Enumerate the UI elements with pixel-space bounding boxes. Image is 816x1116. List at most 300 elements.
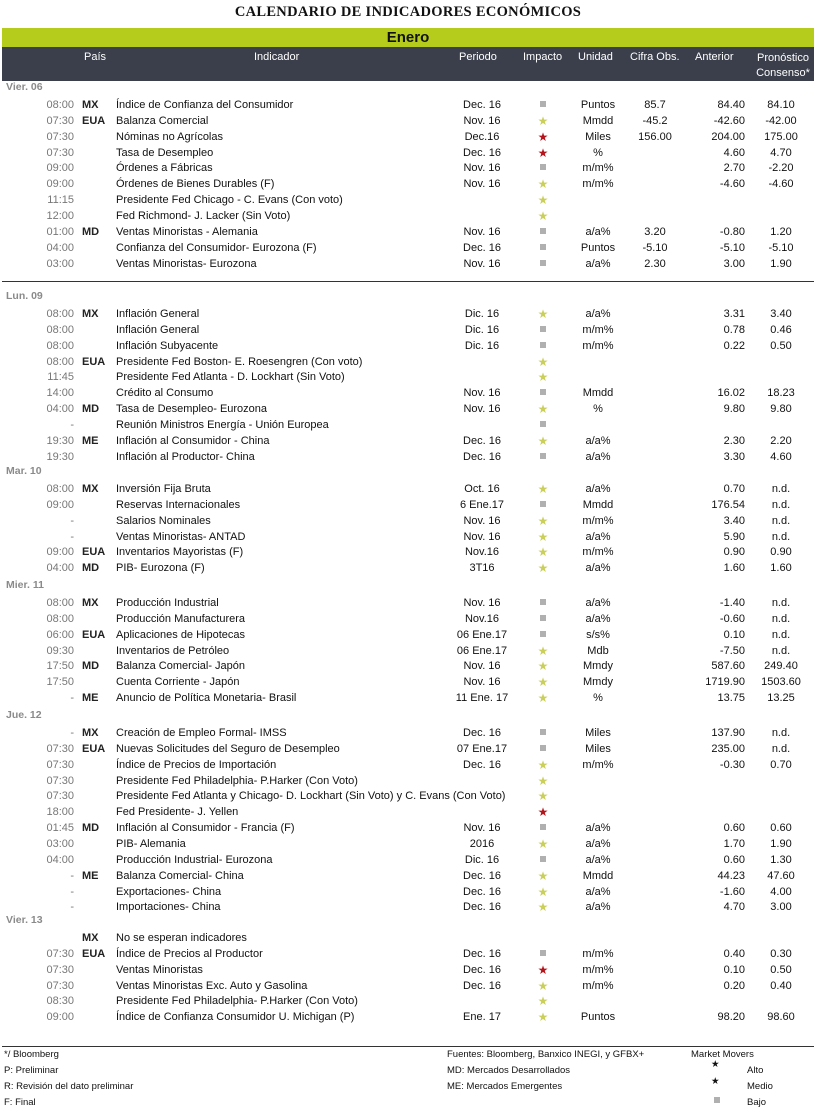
table-row: [2, 256, 814, 272]
day-label: Lun. 09: [6, 290, 43, 302]
row-time: 09:00: [46, 178, 74, 191]
row-indicator: Ventas Minoristas Exc. Auto y Gasolina: [116, 979, 308, 992]
row-forecast: -4.60: [768, 178, 794, 191]
legend-md: MD: Mercados Desarrollados: [447, 1065, 571, 1076]
row-previous: 1.70: [723, 837, 745, 850]
row-time: 08:30: [46, 995, 74, 1008]
day-label: Mier. 11: [6, 579, 44, 591]
row-time: 07:30: [46, 146, 74, 159]
row-country: MD: [82, 403, 100, 416]
row-time: 08:00: [46, 612, 74, 625]
star-medium-icon: ★: [537, 482, 549, 496]
row-forecast: n.d.: [771, 727, 791, 739]
star-medium-icon: ★: [537, 307, 549, 321]
table-row: [2, 773, 814, 789]
row-forecast: 0.40: [770, 979, 792, 992]
row-indicator: Inflación al Consumidor - China: [116, 434, 270, 447]
row-period: 11 Ene. 17: [455, 692, 509, 705]
row-time: 11:15: [47, 194, 74, 207]
star-medium-icon: ★: [537, 978, 549, 993]
table-row: [2, 788, 814, 804]
row-unit: %: [593, 146, 603, 159]
row-previous: -1.40: [719, 597, 745, 609]
row-indicator: Órdenes a Fábricas: [116, 162, 213, 175]
row-unit: Miles: [585, 727, 611, 739]
row-time: 07:30: [46, 963, 74, 976]
row-forecast: 4.00: [770, 885, 792, 898]
row-indicator: Fed Richmond- J. Lacker (Sin Voto): [116, 209, 291, 222]
table-row: [2, 946, 814, 962]
row-time: 04:00: [46, 853, 74, 866]
row-time: 19:30: [46, 450, 74, 463]
table-row: [2, 497, 814, 513]
star-medium-icon: ★: [537, 900, 549, 915]
row-previous: 3.31: [723, 308, 745, 320]
row-country: EUA: [82, 628, 106, 641]
star-medium-icon: ★: [537, 113, 549, 128]
row-unit: a/a%: [585, 822, 611, 835]
table-row: [2, 322, 814, 338]
row-previous: 2.70: [723, 162, 745, 175]
row-indicator: Inflación General: [116, 323, 200, 336]
row-previous: 1.60: [723, 562, 745, 575]
table-row: [2, 725, 814, 741]
row-time: 12:00: [46, 209, 74, 222]
star-medium-icon: ★: [537, 757, 549, 772]
row-previous: 235.00: [711, 742, 745, 755]
table-row: [2, 369, 814, 385]
row-forecast: 3.00: [770, 901, 792, 914]
row-period: Nov. 16: [463, 257, 501, 270]
row-previous: -0.30: [719, 758, 745, 771]
row-period: Dec. 16: [463, 963, 501, 976]
row-country: MX: [82, 308, 99, 320]
row-country: MD: [82, 225, 100, 238]
row-forecast: 1503.60: [761, 676, 801, 689]
row-forecast: 0.70: [770, 758, 792, 771]
row-country: ME: [82, 869, 99, 882]
legend-bajo: Bajo: [747, 1097, 767, 1108]
row-previous: 587.60: [711, 660, 745, 673]
row-time: 08:00: [46, 99, 74, 111]
row-previous: 0.70: [723, 483, 745, 495]
note-final: F: Final: [4, 1097, 36, 1108]
row-period: Dic. 16: [464, 308, 500, 320]
table-row: [2, 978, 814, 994]
row-previous: -7.50: [719, 644, 745, 657]
row-previous: 4.60: [723, 146, 745, 159]
row-time: 11:45: [47, 371, 74, 384]
row-unit: a/a%: [585, 257, 611, 270]
row-forecast: 9.80: [770, 403, 792, 416]
row-period: Dec. 16: [463, 241, 501, 254]
table-row: [2, 993, 814, 1009]
row-previous: 0.20: [723, 979, 745, 992]
table-row: [2, 306, 814, 322]
table-row: [2, 741, 814, 757]
row-unit: Mmdy: [583, 660, 613, 673]
table-row: [2, 962, 814, 978]
header-cifra: Cifra Obs.: [630, 51, 680, 63]
row-indicator: Inflación al Consumidor - Francia (F): [116, 822, 295, 835]
row-period: Nov. 16: [463, 660, 501, 673]
row-forecast: -5.10: [768, 241, 794, 254]
row-unit: Mmdd: [582, 498, 614, 511]
row-period: Nov. 16: [463, 162, 501, 175]
table-row: [2, 145, 814, 161]
row-unit: m/m%: [582, 514, 614, 527]
row-period: Nov. 16: [463, 403, 501, 416]
row-country: MX: [82, 932, 99, 944]
row-period: 2016: [469, 837, 495, 850]
row-previous: -1.60: [719, 885, 745, 898]
header-impacto: Impacto: [523, 51, 563, 63]
row-time: -: [70, 885, 74, 898]
row-unit: a/a%: [585, 901, 611, 914]
table-row: [2, 433, 814, 449]
row-time: 04:00: [46, 562, 74, 575]
header-anterior: Anterior: [695, 51, 734, 63]
row-forecast: 84.10: [767, 99, 795, 111]
row-previous: 137.90: [711, 727, 745, 739]
row-time: 06:00: [46, 628, 74, 641]
row-indicator: Producción Industrial- Eurozona: [116, 853, 273, 866]
row-indicator: Anuncio de Política Monetaria- Brasil: [116, 692, 297, 705]
row-forecast: 0.46: [770, 323, 792, 336]
row-period: Dec. 16: [463, 758, 501, 771]
table-row: [2, 595, 814, 611]
note-preliminar: P: Preliminar: [4, 1065, 59, 1076]
star-medium-icon: ★: [537, 1010, 549, 1025]
star-medium-icon: ★: [537, 868, 549, 883]
row-previous: 16.02: [717, 387, 745, 400]
row-period: Oct. 16: [464, 483, 500, 495]
table-row: [2, 417, 814, 433]
row-previous: 0.10: [723, 963, 745, 976]
row-forecast: 0.30: [770, 947, 792, 960]
note-revision: R: Revisión del dato preliminar: [4, 1081, 134, 1092]
table-row: [2, 338, 814, 354]
square-low-icon: [530, 385, 556, 401]
star-high-icon: ★: [537, 145, 549, 160]
row-time: -: [70, 418, 74, 431]
square-low-icon: [530, 627, 556, 643]
row-unit: m/m%: [582, 947, 614, 960]
square-low-icon: [530, 497, 556, 513]
row-indicator: Crédito al Consumo: [116, 387, 214, 400]
day-separator: [2, 281, 814, 282]
header-periodo: Periodo: [459, 51, 497, 63]
row-indicator: Tasa de Desempleo: [116, 146, 214, 159]
row-indicator: Presidente Fed Chicago - C. Evans (Con voto): [116, 194, 343, 207]
sources: Fuentes: Bloomberg, Banxico INEGI, y GFBX+: [447, 1049, 645, 1060]
square-low-icon: [530, 741, 556, 757]
header-indicador: Indicador: [254, 51, 300, 63]
row-forecast: n.d.: [771, 483, 791, 495]
row-indicator: Presidente Fed Atlanta y Chicago- D. Lockhart (Sin Voto) y C. Evans (Con Voto): [116, 790, 506, 803]
page-title: CALENDARIO DE INDICADORES ECONÓMICOS: [234, 4, 582, 20]
table-row: [2, 129, 814, 145]
row-country: EUA: [82, 114, 106, 127]
row-time: 07:30: [46, 130, 74, 143]
table-row: [2, 930, 814, 946]
row-indicator: Índice de Precios de Importación: [116, 758, 277, 771]
square-low-icon: [530, 322, 556, 338]
row-unit: m/m%: [582, 979, 614, 992]
row-previous: 0.22: [723, 339, 745, 352]
row-time: -: [70, 692, 74, 705]
table-row: [2, 513, 814, 529]
row-unit: a/a%: [585, 837, 611, 850]
row-time: 07:30: [46, 742, 74, 755]
table-row: [2, 449, 814, 465]
table-row: [2, 240, 814, 256]
row-unit: a/a%: [585, 612, 611, 625]
table-row: [2, 674, 814, 690]
row-unit: s/s%: [586, 628, 610, 641]
square-low-icon: [530, 946, 556, 962]
row-unit: m/m%: [582, 339, 614, 352]
table-row: [2, 560, 814, 576]
footer-divider: [2, 1046, 814, 1047]
row-time: 18:00: [46, 806, 74, 819]
row-unit: Mmdy: [583, 676, 613, 689]
row-time: 17:50: [46, 676, 74, 689]
square-low-icon: [530, 725, 556, 741]
row-time: 08:00: [46, 355, 74, 368]
square-low-icon: [714, 1096, 720, 1107]
legend-medio: Medio: [747, 1081, 773, 1092]
row-time: 08:00: [46, 339, 74, 352]
star-medium-icon: ★: [537, 773, 549, 788]
row-forecast: 4.60: [770, 450, 792, 463]
row-indicator: Presidente Fed Philadelphia- P.Harker (Con Voto): [116, 774, 358, 787]
legend-alto: Alto: [747, 1065, 764, 1076]
row-forecast: 3.40: [770, 308, 792, 320]
star-medium-icon: ★: [537, 529, 549, 544]
row-previous: 44.23: [717, 869, 745, 882]
table-row: [2, 836, 814, 852]
row-unit: m/m%: [582, 963, 614, 976]
star-medium-icon: ★: [537, 354, 549, 369]
row-time: -: [70, 901, 74, 914]
row-observed: -45.2: [642, 114, 668, 127]
star-medium-icon: ★: [711, 1076, 720, 1087]
market-movers-label: Market Movers: [691, 1049, 754, 1060]
row-country: EUA: [82, 947, 106, 960]
square-low-icon: [530, 256, 556, 272]
star-medium-icon: ★: [537, 561, 549, 576]
table-row: [2, 868, 814, 884]
table-row: [2, 611, 814, 627]
row-observed: 3.20: [644, 225, 666, 238]
row-period: Dec. 16: [463, 869, 501, 882]
row-unit: a/a%: [585, 225, 611, 238]
row-indicator: Presidente Fed Atlanta - D. Lockhart (Sin Voto): [116, 371, 345, 384]
row-time: -: [70, 530, 74, 543]
row-time: 04:00: [46, 403, 74, 416]
row-indicator: Ventas Minoristas: [116, 963, 203, 976]
star-medium-icon: ★: [537, 643, 549, 658]
row-period: Nov. 16: [463, 530, 501, 543]
row-indicator: Presidente Fed Boston- E. Roesengren (Con voto): [116, 355, 363, 368]
row-period: Ene. 17: [463, 1011, 501, 1024]
row-unit: Miles: [585, 742, 611, 755]
table-row: [2, 804, 814, 820]
row-previous: 0.40: [723, 947, 745, 960]
row-indicator: Reunión Ministros Energía - Unión Europea: [116, 418, 329, 431]
row-period: Nov. 16: [463, 178, 501, 191]
row-time: -: [70, 869, 74, 882]
row-period: Nov. 16: [463, 514, 501, 527]
row-time: 09:00: [46, 1011, 74, 1024]
header-pronostico: [750, 51, 816, 81]
row-previous: 0.60: [723, 853, 745, 866]
row-forecast: 1.20: [770, 225, 792, 238]
star-high-icon: ★: [537, 129, 549, 144]
row-unit: a/a%: [585, 308, 611, 320]
header-pais: País: [84, 51, 107, 63]
row-forecast: 175.00: [764, 130, 798, 143]
row-period: Dec. 16: [463, 434, 501, 447]
row-time: 07:30: [46, 790, 74, 803]
row-country: MD: [82, 822, 100, 835]
row-forecast: 249.40: [764, 660, 798, 673]
row-indicator: Tasa de Desempleo- Eurozona: [116, 403, 268, 416]
table-row: [2, 757, 814, 773]
table-row: [2, 544, 814, 560]
row-time: 08:00: [46, 483, 74, 495]
row-indicator: Salarios Nominales: [116, 514, 211, 527]
header-pronostico-1: Pronóstico: [757, 52, 809, 64]
square-low-icon: [530, 338, 556, 354]
row-previous: 0.10: [723, 628, 745, 641]
row-indicator: Aplicaciones de Hipotecas: [116, 628, 246, 641]
row-period: Nov. 16: [463, 597, 501, 609]
star-medium-icon: ★: [537, 545, 549, 560]
square-low-icon: [530, 449, 556, 465]
row-indicator: Ventas Minoristas - Alemania: [116, 225, 258, 238]
table-row: [2, 192, 814, 208]
row-country: EUA: [82, 742, 106, 755]
row-previous: 3.30: [723, 450, 745, 463]
square-low-icon: [530, 240, 556, 256]
square-low-icon: [530, 611, 556, 627]
star-high-icon: ★: [711, 1059, 720, 1070]
star-medium-icon: ★: [537, 675, 549, 690]
table-row: [2, 852, 814, 868]
row-indicator: Ventas Minoristas- ANTAD: [116, 530, 246, 543]
row-indicator: Creación de Empleo Formal- IMSS: [116, 727, 287, 739]
row-period: Nov.16: [464, 612, 500, 625]
row-forecast: -2.20: [768, 162, 794, 175]
row-previous: 3.00: [723, 257, 745, 270]
row-indicator: Inventarios Mayoristas (F): [116, 546, 244, 559]
row-previous: 176.54: [711, 498, 745, 511]
row-unit: Puntos: [580, 1011, 616, 1024]
row-country: MX: [82, 99, 99, 111]
row-unit: Mmdd: [582, 114, 614, 127]
row-unit: Miles: [585, 130, 611, 143]
row-forecast: n.d.: [771, 644, 791, 657]
row-unit: Mmdd: [582, 387, 614, 400]
row-forecast: n.d.: [771, 597, 791, 609]
row-indicator: Ventas Minoristas- Eurozona: [116, 257, 257, 270]
table-row: [2, 113, 814, 129]
row-time: 09:00: [46, 498, 74, 511]
row-indicator: Balanza Comercial: [116, 114, 209, 127]
row-previous: 98.20: [717, 1011, 745, 1024]
row-unit: a/a%: [585, 885, 611, 898]
row-previous: 84.40: [717, 99, 745, 111]
row-time: 19:30: [46, 434, 74, 447]
row-forecast: 2.20: [770, 434, 792, 447]
note-bloomberg: */ Bloomberg: [4, 1049, 59, 1060]
row-time: 01:45: [46, 822, 74, 835]
row-country: MD: [82, 562, 100, 575]
row-previous: 4.70: [723, 901, 745, 914]
row-indicator: Importaciones- China: [116, 901, 221, 914]
row-period: 07 Ene.17: [456, 742, 508, 755]
day-label: Vier. 13: [6, 914, 43, 926]
row-previous: 1719.90: [705, 676, 745, 689]
row-time: -: [70, 727, 74, 739]
table-row: [2, 884, 814, 900]
row-forecast: 47.60: [767, 869, 795, 882]
row-period: Dic. 16: [464, 339, 500, 352]
row-forecast: n.d.: [771, 742, 791, 755]
row-previous: -5.10: [719, 241, 745, 254]
table-row: [2, 899, 814, 915]
day-label: Jue. 12: [6, 709, 42, 721]
row-indicator: PIB- Alemania: [116, 837, 186, 850]
row-time: 09:30: [46, 644, 74, 657]
row-forecast: 1.90: [770, 837, 792, 850]
row-unit: %: [593, 403, 603, 416]
row-indicator: Exportaciones- China: [116, 885, 222, 898]
row-indicator: Inflación Subyacente: [116, 339, 219, 352]
row-period: Dec. 16: [463, 947, 501, 960]
row-forecast: 0.60: [770, 822, 792, 835]
row-time: 07:30: [46, 114, 74, 127]
star-high-icon: ★: [537, 962, 549, 977]
row-unit: Mdb: [587, 644, 609, 657]
row-forecast: -42.00: [765, 114, 797, 127]
row-period: Nov. 16: [463, 822, 501, 835]
row-observed: -5.10: [642, 241, 668, 254]
row-period: 06 Ene.17: [456, 628, 508, 641]
table-row: [2, 643, 814, 659]
header-unidad: Unidad: [578, 51, 613, 63]
row-time: 07:30: [46, 774, 74, 787]
row-previous: 0.90: [723, 546, 745, 559]
star-high-icon: ★: [537, 805, 549, 820]
row-indicator: Cuenta Corriente - Japón: [116, 676, 240, 689]
row-forecast: n.d.: [771, 530, 791, 543]
square-low-icon: [530, 820, 556, 836]
table-row: [2, 820, 814, 836]
row-period: Nov. 16: [463, 114, 501, 127]
row-unit: %: [593, 692, 603, 705]
row-time: 01:00: [46, 225, 74, 238]
table-row: [2, 627, 814, 643]
star-medium-icon: ★: [537, 789, 549, 804]
row-indicator: Confianza del Consumidor- Eurozona (F): [116, 241, 317, 254]
table-row: [2, 529, 814, 545]
row-indicator: Balanza Comercial- Japón: [116, 660, 246, 673]
row-unit: m/m%: [582, 178, 614, 191]
row-time: 08:00: [46, 597, 74, 609]
